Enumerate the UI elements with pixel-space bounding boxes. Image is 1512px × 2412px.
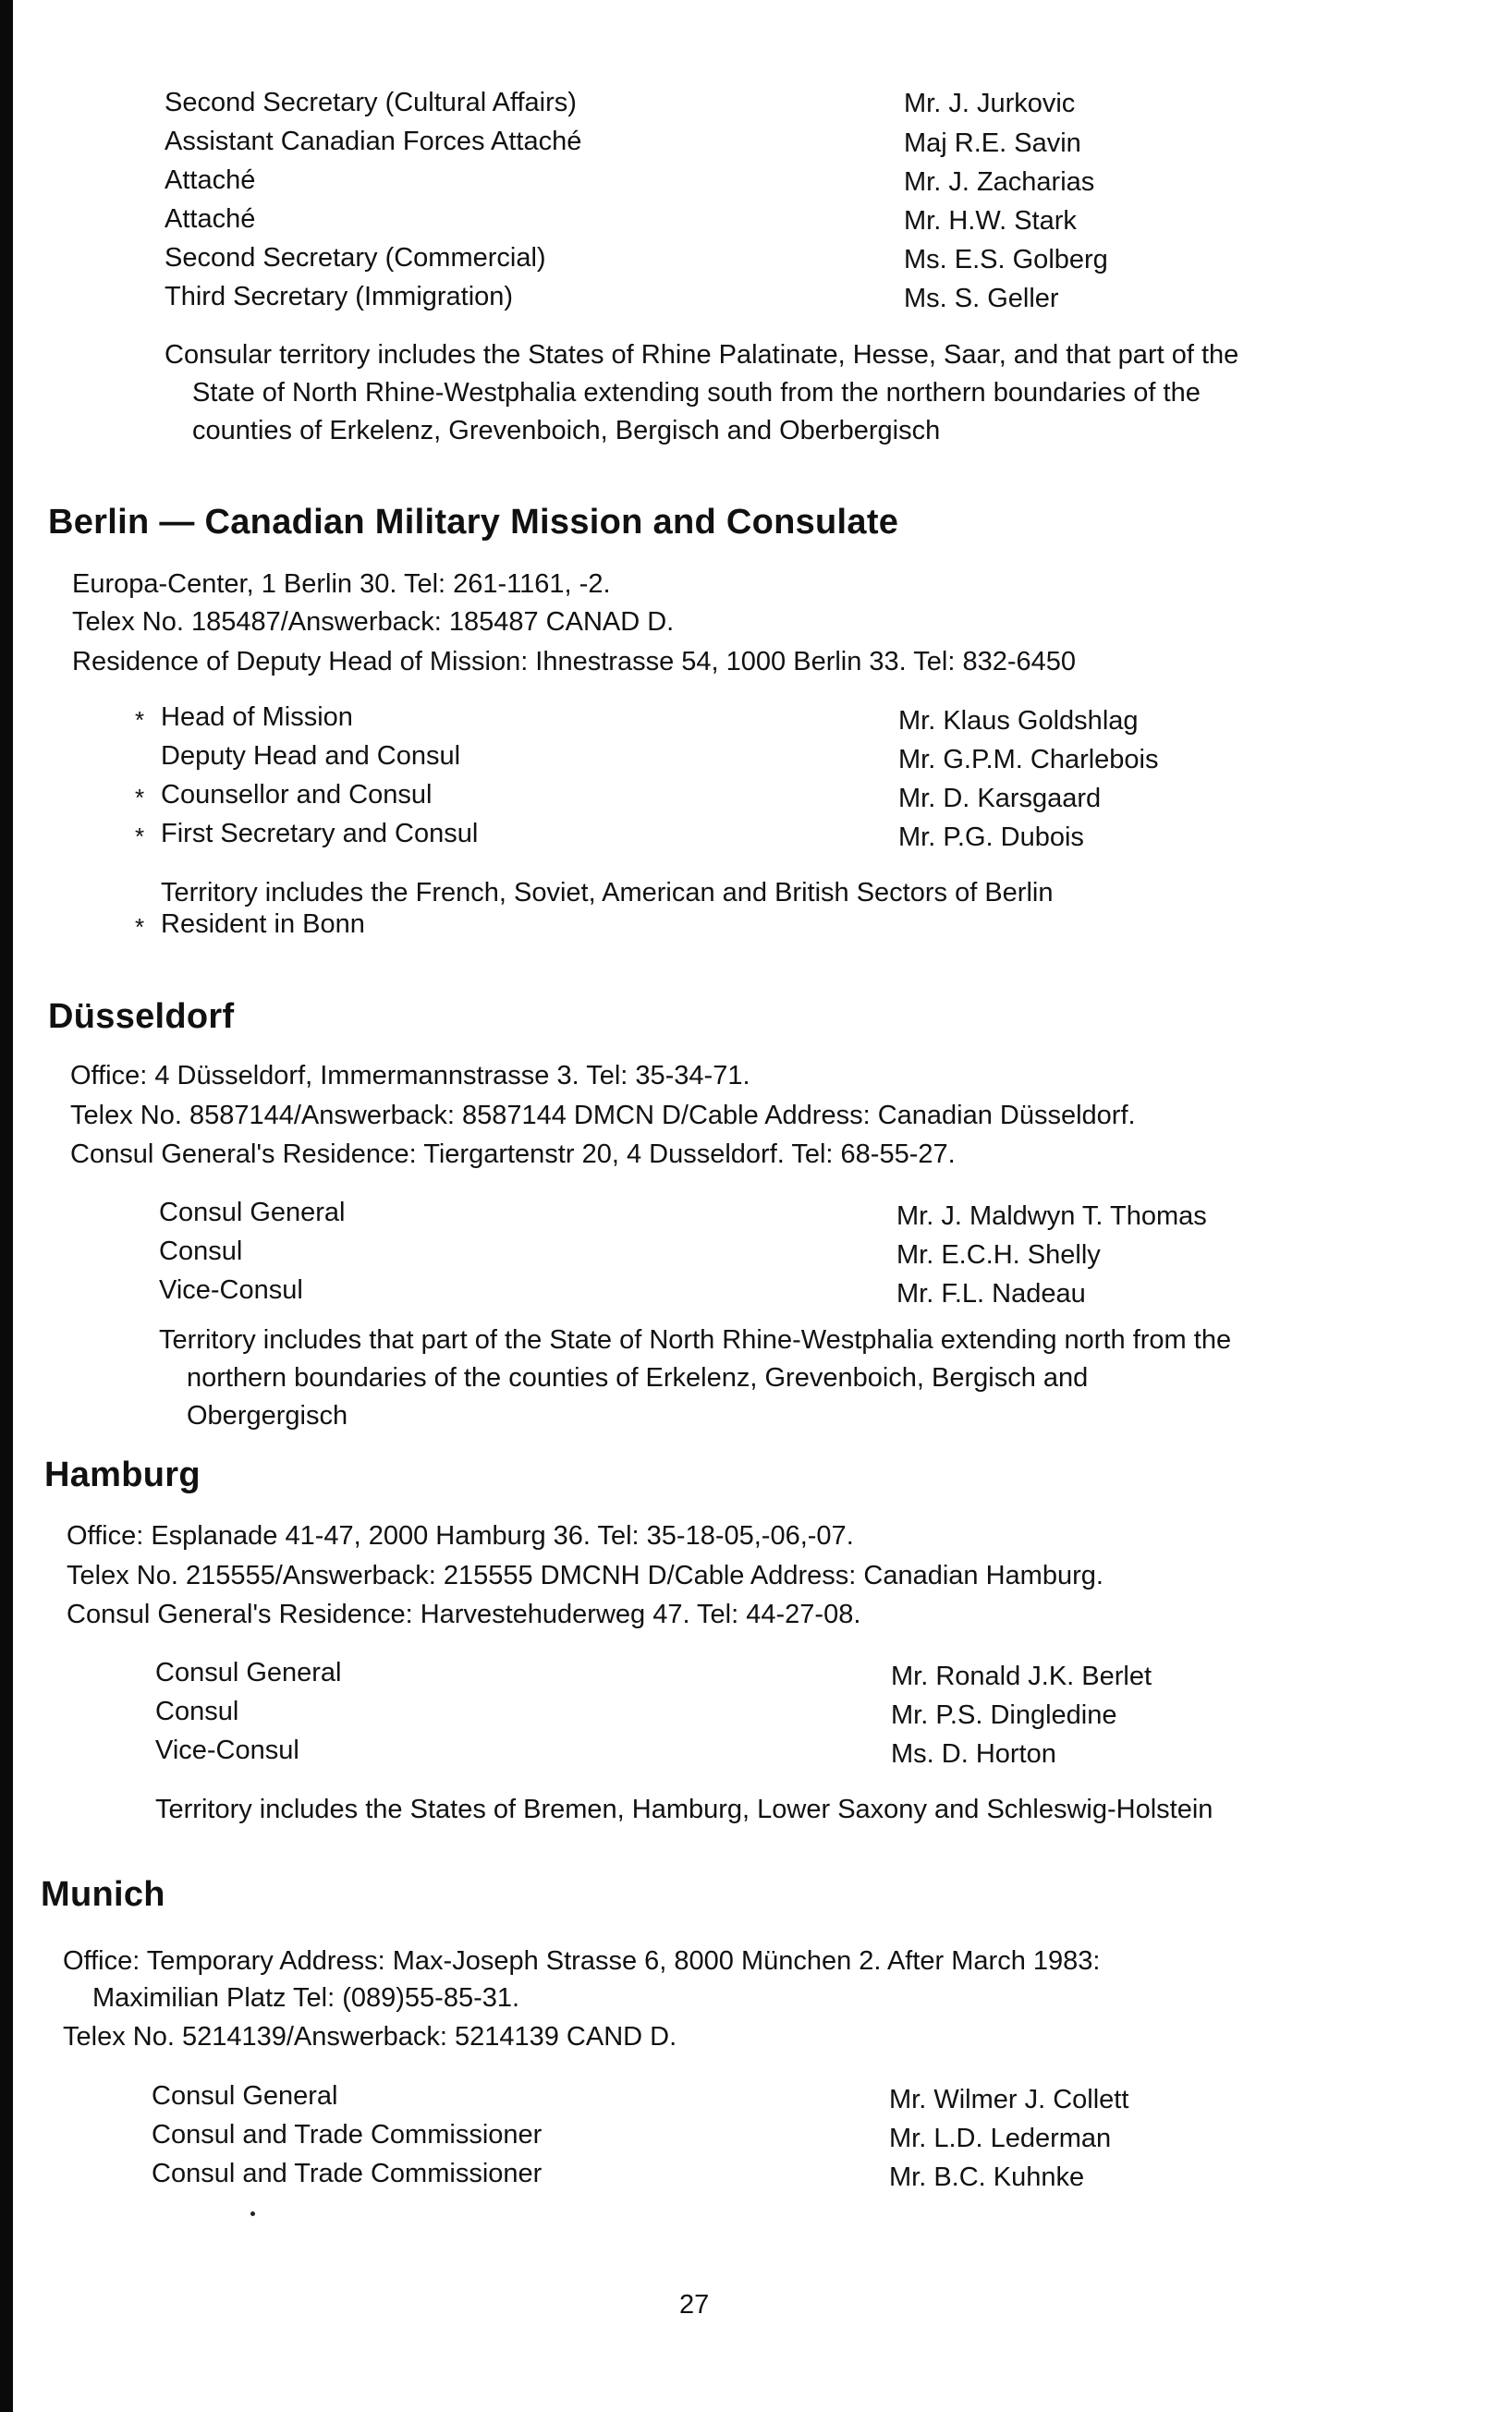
scan-speck bbox=[250, 2211, 255, 2216]
page-number: 27 bbox=[679, 2290, 710, 2320]
staff-title: Consul bbox=[159, 1236, 243, 1266]
staff-title: Second Secretary (Commercial) bbox=[165, 243, 546, 273]
territory-line: Obergergisch bbox=[187, 1401, 348, 1431]
staff-title: Third Secretary (Immigration) bbox=[165, 282, 514, 311]
munich-office-continued: Maximilian Platz Tel: (089)55-85-31. bbox=[92, 1983, 520, 2013]
staff-name: Mr. F.L. Nadeau bbox=[896, 1279, 1086, 1309]
dusseldorf-office: Office: 4 Düsseldorf, Immermannstrasse 3. Tel: 35-34-71. bbox=[70, 1061, 750, 1090]
territory-line: Territory includes that part of the State of North Rhine-Westphalia extending north from the bbox=[159, 1325, 1232, 1355]
resident-note: Resident in Bonn bbox=[161, 909, 365, 939]
staff-name: Mr. J. Jurkovic bbox=[904, 89, 1076, 118]
staff-title: Consul and Trade Commissioner bbox=[152, 2120, 543, 2150]
asterisk-marker: * bbox=[135, 784, 145, 811]
staff-name: Mr. P.S. Dingledine bbox=[891, 1700, 1117, 1730]
territory-line: State of North Rhine-Westphalia extending south from the northern boundaries of the bbox=[192, 378, 1201, 408]
staff-name: Maj R.E. Savin bbox=[904, 128, 1081, 158]
staff-title: Attaché bbox=[165, 204, 256, 234]
territory-line: counties of Erkelenz, Grevenboich, Bergisch and Oberbergisch bbox=[192, 416, 941, 445]
staff-title: Assistant Canadian Forces Attaché bbox=[165, 127, 582, 156]
asterisk-marker: * bbox=[135, 706, 145, 734]
staff-title: Consul bbox=[155, 1697, 239, 1726]
munich-telex: Telex No. 5214139/Answerback: 5214139 CAND D. bbox=[63, 2022, 677, 2052]
dusseldorf-residence: Consul General's Residence: Tiergartenstr 20, 4 Dusseldorf. Tel: 68-55-27. bbox=[70, 1139, 956, 1169]
staff-title: Consul General bbox=[155, 1658, 342, 1687]
berlin-residence: Residence of Deputy Head of Mission: Ihnestrasse 54, 1000 Berlin 33. Tel: 832-6450 bbox=[72, 647, 1077, 676]
staff-name: Mr. P.G. Dubois bbox=[898, 822, 1084, 852]
staff-name: Mr. D. Karsgaard bbox=[898, 784, 1102, 813]
staff-title: Consul General bbox=[152, 2081, 338, 2111]
staff-name: Mr. H.W. Stark bbox=[904, 206, 1077, 236]
hamburg-heading: Hamburg bbox=[44, 1456, 201, 1494]
consular-territory-note bbox=[165, 336, 1238, 450]
staff-name: Ms. D. Horton bbox=[891, 1739, 1056, 1769]
hamburg-residence: Consul General's Residence: Harvestehuderweg 47. Tel: 44-27-08. bbox=[67, 1600, 861, 1629]
staff-title: Deputy Head and Consul bbox=[161, 741, 461, 771]
staff-name: Mr. J. Zacharias bbox=[904, 167, 1095, 197]
territory-line: northern boundaries of the counties of Erkelenz, Grevenboich, Bergisch and bbox=[187, 1363, 1089, 1393]
hamburg-territory: Territory includes the States of Bremen, Hamburg, Lower Saxony and Schleswig-Holstein bbox=[155, 1795, 1213, 1824]
staff-name: Mr. J. Maldwyn T. Thomas bbox=[896, 1201, 1207, 1231]
dusseldorf-telex: Telex No. 8587144/Answerback: 8587144 DMCN D/Cable Address: Canadian Düsseldorf. bbox=[70, 1101, 1136, 1130]
staff-name: Mr. L.D. Lederman bbox=[889, 2124, 1112, 2153]
munich-office: Office: Temporary Address: Max-Joseph Strasse 6, 8000 München 2. After March 1983: bbox=[63, 1946, 1101, 1976]
staff-title: Attaché bbox=[165, 165, 256, 195]
munich-heading: Munich bbox=[41, 1875, 165, 1914]
staff-name: Mr. Klaus Goldshlag bbox=[898, 706, 1139, 736]
berlin-territory: Territory includes the French, Soviet, American and British Sectors of Berlin bbox=[161, 878, 1054, 908]
staff-name: Mr. G.P.M. Charlebois bbox=[898, 745, 1159, 774]
staff-name: Mr. Wilmer J. Collett bbox=[889, 2085, 1129, 2114]
staff-title: Counsellor and Consul bbox=[161, 780, 433, 810]
staff-name: Mr. Ronald J.K. Berlet bbox=[891, 1662, 1152, 1691]
dusseldorf-heading: Düsseldorf bbox=[48, 997, 235, 1036]
staff-title: Vice-Consul bbox=[159, 1275, 303, 1305]
berlin-address: Europa-Center, 1 Berlin 30. Tel: 261-1161, -2. bbox=[72, 569, 611, 599]
staff-title: Vice-Consul bbox=[155, 1736, 299, 1765]
staff-title: Second Secretary (Cultural Affairs) bbox=[165, 88, 577, 117]
staff-title: Consul and Trade Commissioner bbox=[152, 2159, 543, 2188]
staff-name: Ms. E.S. Golberg bbox=[904, 245, 1108, 274]
dusseldorf-territory-note bbox=[159, 1322, 1231, 1435]
staff-name: Ms. S. Geller bbox=[904, 284, 1059, 313]
staff-title: First Secretary and Consul bbox=[161, 819, 479, 848]
territory-line: Consular territory includes the States of Rhine Palatinate, Hesse, Saar, and that part of the bbox=[165, 340, 1239, 370]
berlin-heading: Berlin — Canadian Military Mission and Consulate bbox=[48, 503, 899, 542]
staff-name: Mr. B.C. Kuhnke bbox=[889, 2162, 1085, 2192]
hamburg-office: Office: Esplanade 41-47, 2000 Hamburg 36. Tel: 35-18-05,-06,-07. bbox=[67, 1521, 854, 1551]
staff-name: Mr. E.C.H. Shelly bbox=[896, 1240, 1101, 1270]
asterisk-marker: * bbox=[135, 822, 145, 850]
hamburg-telex: Telex No. 215555/Answerback: 215555 DMCNH D/Cable Address: Canadian Hamburg. bbox=[67, 1561, 1104, 1590]
asterisk-marker: * bbox=[135, 913, 145, 941]
berlin-telex: Telex No. 185487/Answerback: 185487 CANAD D. bbox=[72, 607, 675, 637]
staff-title: Consul General bbox=[159, 1198, 346, 1227]
staff-title: Head of Mission bbox=[161, 702, 353, 732]
